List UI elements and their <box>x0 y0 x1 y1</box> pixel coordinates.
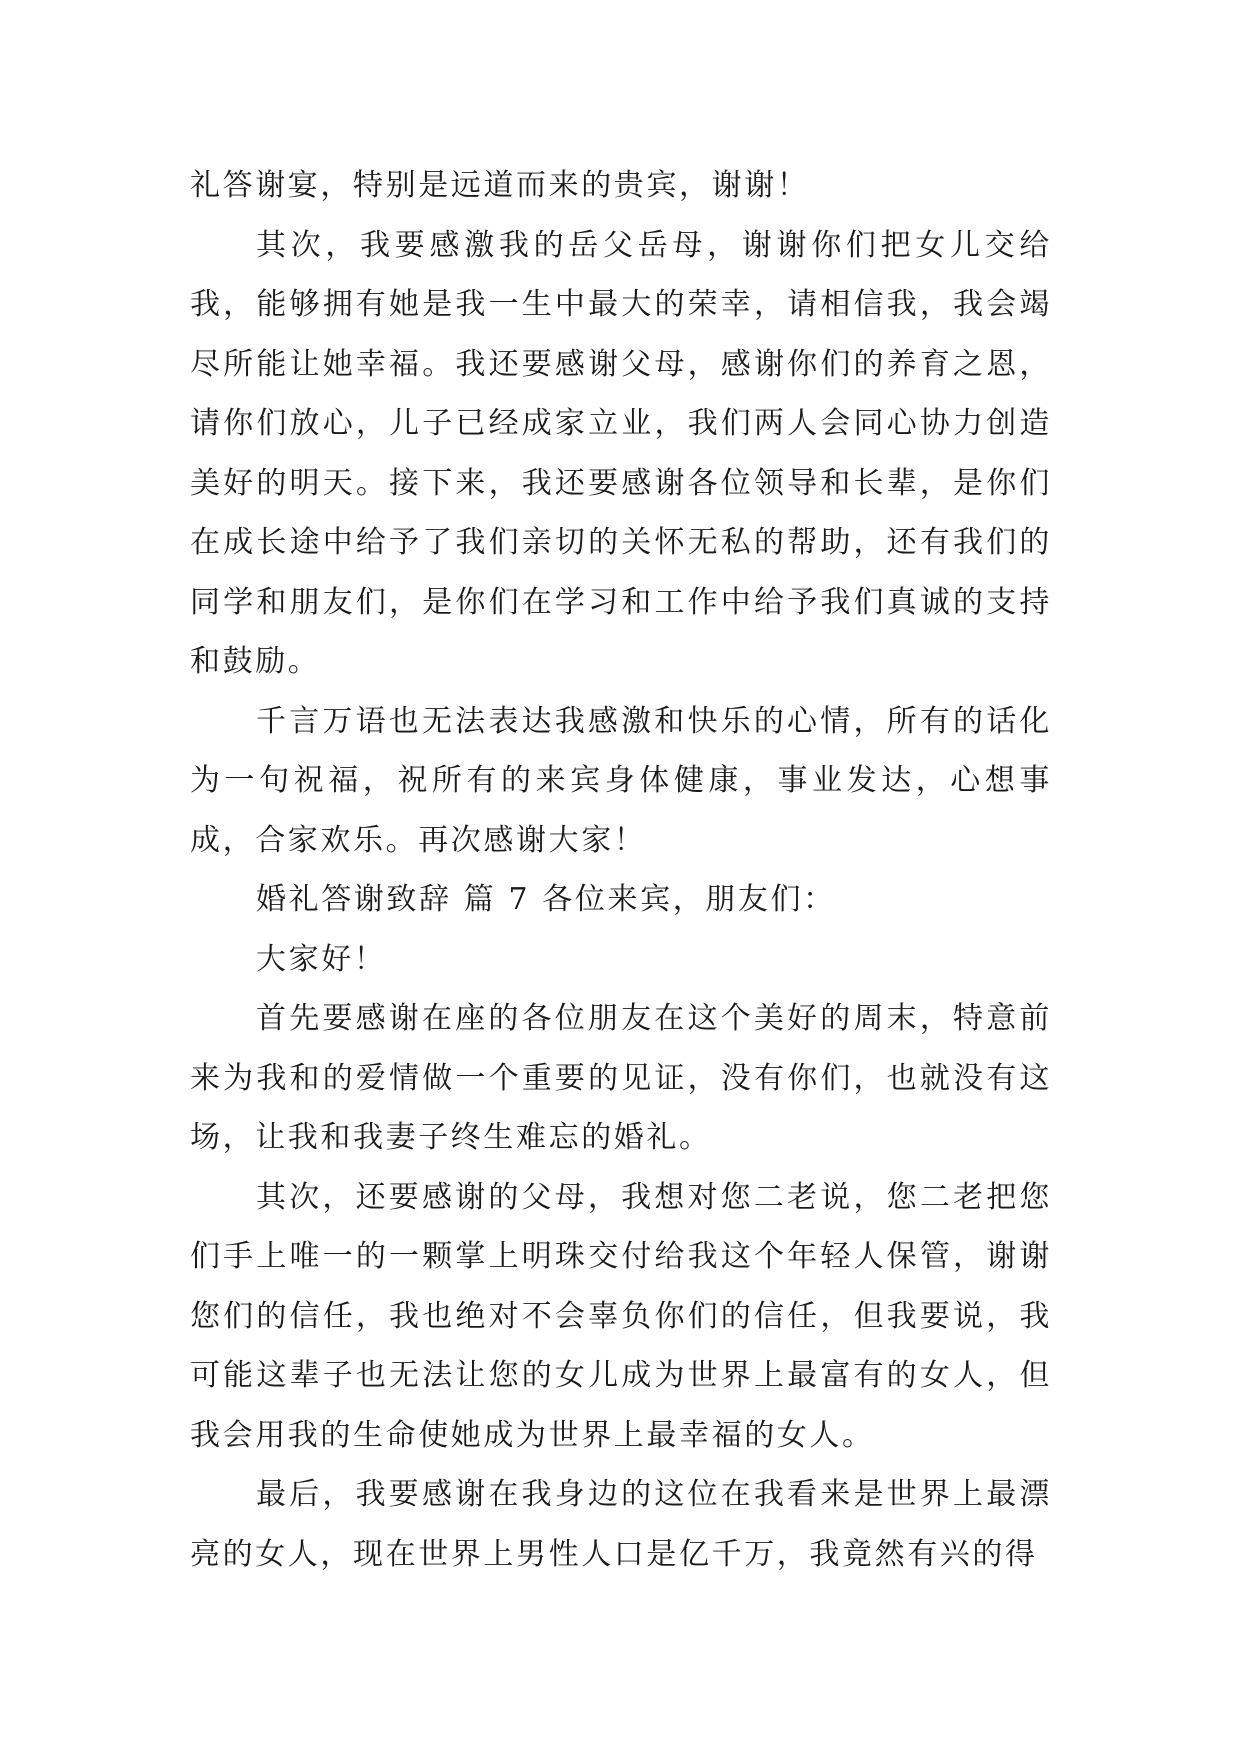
document-body <box>190 156 1052 1584</box>
paragraph-greeting: 大家好！ <box>256 941 387 977</box>
paragraph-thanks-friends: 首先要感谢在座的各位朋友在这个美好的周末，特意前来为我和的爱情做一个重要的见证，没有你们，也就没有这场，让我和我妻子终生难忘的婚礼。 <box>190 1001 1052 1155</box>
paragraph-thanks-wife: 最后，我要感谢在我身边的这位在我看来是世界上最漂亮的女人，现在世界上男性人口是亿千万，我竟然有兴的得 <box>190 1477 1052 1572</box>
paragraph-blessing: 千言万语也无法表达我感激和快乐的心情，所有的话化为一句祝福，祝所有的来宾身体健康，事业发达，心想事成，合家欢乐。再次感谢大家！ <box>190 703 1052 858</box>
paragraph-continuation: 礼答谢宴，特别是远道而来的贵宾，谢谢！ <box>190 168 810 203</box>
paragraph-thanks-in-laws: 其次，还要感谢的父母，我想对您二老说，您二老把您们手上唯一的一颗掌上明珠交付给我这个年轻人保管，谢谢您们的信任，我也绝对不会辜负你们的信任，但我要说，我可能这辈子也无法让您的女儿成为世界上最富有的女人，但我会用我的生命使她成为世界上最幸福的女人。 <box>190 1179 1052 1453</box>
section-heading: 婚礼答谢致辞 篇 7 各位来宾，朋友们： <box>256 882 836 917</box>
paragraph-thanks-parents: 其次，我要感激我的岳父岳母，谢谢你们把女儿交给我，能够拥有她是我一生中最大的荣幸，请相信我，我会竭尽所能让她幸福。我还要感谢父母，感谢你们的养育之恩，请你们放心，儿子已经成家立业，我们两人会同心协力创造美好的明天。接下来，我还要感谢各位领导和长辈，是你们在成长途中给予了我们亲切的关怀无私的帮助，还有我们的同学和朋友们，是你们在学习和工作中给予我们真诚的支持和鼓励。 <box>190 227 1052 679</box>
